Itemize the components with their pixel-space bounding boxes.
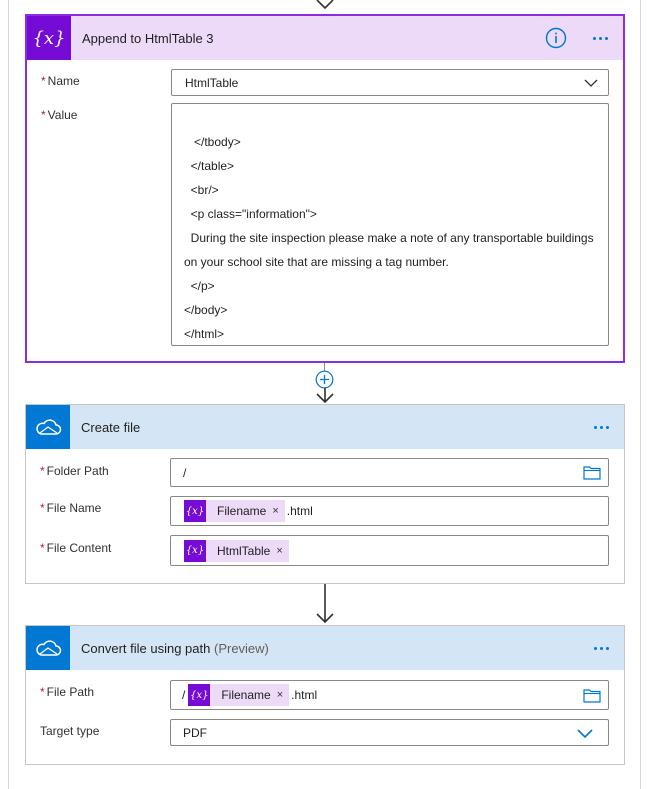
card-header[interactable]	[26, 405, 624, 449]
flow-canvas	[8, 0, 641, 789]
variable-icon: {x}	[184, 500, 206, 522]
remove-token-icon[interactable]: ×	[276, 689, 284, 701]
value-line: </body>	[184, 303, 228, 317]
file-path-suffix: .html	[291, 688, 318, 702]
folder-path-value: /	[183, 465, 187, 480]
file-name-input[interactable]	[170, 496, 609, 526]
more-options-button[interactable]	[589, 28, 611, 48]
file-content-input[interactable]	[170, 535, 609, 566]
chevron-down-icon	[576, 727, 594, 739]
value-line: on your school site that are missing a tag number.	[184, 255, 449, 269]
name-field-label: * Name	[41, 74, 80, 88]
value-textarea[interactable]	[171, 103, 609, 346]
file-content-label: * File Content	[40, 541, 112, 555]
value-line: </table>	[184, 159, 235, 173]
folder-icon[interactable]	[583, 688, 601, 703]
dynamic-content-token[interactable]: {x} Filename ×	[188, 684, 289, 706]
connector-arrow-mid	[314, 388, 336, 404]
dynamic-content-token[interactable]: {x} HtmlTable ×	[184, 540, 289, 562]
variable-icon: {x}	[184, 540, 206, 562]
cloud-icon	[26, 405, 70, 449]
value-line: <p class="information">	[184, 207, 317, 221]
append-variable-card[interactable]	[25, 14, 625, 363]
chevron-down-icon	[584, 78, 598, 88]
create-file-card[interactable]	[25, 404, 625, 584]
cloud-icon	[26, 626, 70, 670]
value-line: </html>	[184, 327, 225, 341]
value-line: <br/>	[184, 183, 219, 197]
card-title: Create file	[81, 419, 141, 435]
target-type-label: Target type	[40, 724, 100, 738]
file-path-label: * File Path	[40, 685, 95, 699]
file-name-label: * File Name	[40, 501, 102, 515]
more-options-button[interactable]	[590, 417, 612, 437]
name-dropdown-value: HtmlTable	[185, 75, 239, 90]
more-options-button[interactable]	[590, 638, 612, 658]
card-header[interactable]	[27, 16, 623, 60]
value-line: </tbody>	[184, 135, 241, 149]
remove-token-icon[interactable]: ×	[272, 505, 279, 517]
target-type-value: PDF	[183, 725, 207, 740]
card-title: Convert file using path (Preview)	[81, 640, 269, 656]
folder-path-input[interactable]	[170, 458, 609, 487]
card-title: Append to HtmlTable 3	[82, 30, 214, 46]
name-dropdown[interactable]	[171, 69, 609, 96]
dynamic-content-token[interactable]: {x} Filename ×	[184, 500, 285, 522]
variable-icon: {x}	[188, 684, 210, 706]
target-type-dropdown[interactable]	[170, 719, 609, 746]
file-path-prefix: /	[182, 688, 186, 702]
file-name-suffix: .html	[286, 504, 313, 518]
file-path-input[interactable]	[170, 680, 609, 710]
info-icon[interactable]	[545, 27, 567, 49]
value-line: </p>	[184, 279, 215, 293]
variable-icon: {x}	[27, 16, 71, 60]
card-header[interactable]	[26, 626, 624, 670]
folder-path-label: * Folder Path	[40, 464, 109, 478]
convert-file-card[interactable]	[25, 625, 625, 765]
connector-arrow-bottom	[314, 584, 336, 625]
connector-arrow-top	[314, 0, 336, 14]
value-field-label: * Value	[41, 108, 78, 122]
value-line: During the site inspection please make a note of any transportable buildings	[184, 231, 594, 245]
folder-icon[interactable]	[583, 465, 601, 480]
remove-token-icon[interactable]: ×	[276, 544, 283, 557]
add-step-icon[interactable]	[315, 370, 334, 389]
